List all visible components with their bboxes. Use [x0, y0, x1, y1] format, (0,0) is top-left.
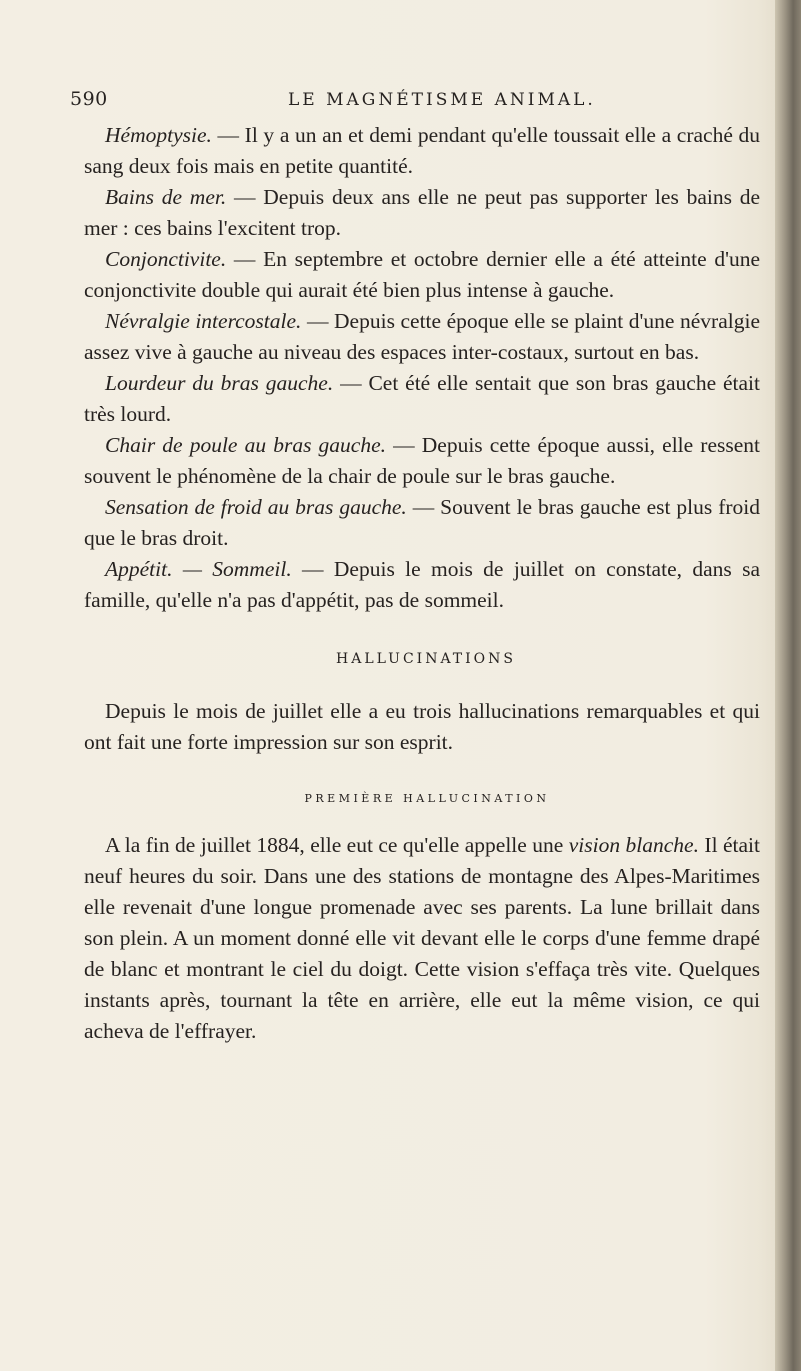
subsection-spacer [84, 805, 760, 830]
subsection-text-after: Il était neuf heures du soir. Dans une des stations de montagne des Alpes-Maritimes elle revenait d'une longue promenade avec ses parents. La lune brillait dans son plein. A un moment donné elle vit devant elle le corps d'une femme drapé de blanc et montrant le ciel du doigt. Cette vision s'effaça très vite. Quelques instants après, tournant la tête en arrière, elle eut la même vision, ce qui acheva de l'effrayer. [84, 833, 761, 1043]
paragraph-term: Hémoptysie. [105, 123, 212, 147]
running-title: LE MAGNÉTISME ANIMAL. [288, 90, 596, 110]
paragraph-sensation-froid [84, 492, 760, 554]
paragraph-conjonctivite [84, 244, 760, 306]
paragraph-separator: — [386, 433, 422, 457]
paragraph-appetit-sommeil [84, 554, 760, 616]
paragraph-text: Souvent le bras gauche est plus froid que le bras droit. [84, 495, 760, 550]
section-title: HALLUCINATIONS [336, 651, 516, 667]
subsection-paragraph [84, 830, 760, 1047]
paragraph-separator: — [406, 495, 441, 519]
paragraph-text: Depuis cette époque aussi, elle ressent souvent le phénomène de la chair de poule sur le bras gauche. [84, 433, 761, 488]
paragraph-text: Cet été elle sentait que son bras gauche était très lourd. [84, 371, 760, 426]
paragraph-nevralgie [84, 306, 760, 368]
paragraph-lourdeur [84, 368, 760, 430]
paragraph-term: Lourdeur du bras gauche. [105, 371, 334, 395]
paragraph-chair-de-poule [84, 430, 760, 492]
paragraph-separator: — [333, 371, 369, 395]
paragraph-separator: — [226, 247, 264, 271]
section-intro: Depuis le mois de juillet elle a eu trois hallucinations remarquables et qui ont fait une forte impression sur son esprit. [84, 699, 760, 754]
subsection-title: PREMIÈRE HALLUCINATION [304, 792, 550, 805]
paragraph-term: Névralgie intercostale. [105, 309, 302, 333]
subsection-spacer [84, 758, 760, 792]
body-text [84, 120, 760, 1047]
paragraph-term: Chair de poule au bras gauche. [105, 433, 387, 457]
paragraph-separator: — [291, 557, 334, 581]
paragraph-hemoptysie [84, 120, 760, 182]
page-edge-shadow [775, 0, 801, 1371]
paragraph-text: Il y a un an et demi pendant qu'elle toussait elle a craché du sang deux fois mais en petite quantité. [84, 123, 760, 178]
paragraph-bains-de-mer [84, 182, 760, 244]
section-spacer [84, 616, 760, 651]
paragraph-text: En septembre et octobre dernier elle a été atteinte d'une conjonctivite double qui aurait été bien plus intense à gauche. [84, 247, 761, 302]
paragraph-term: Sensation de froid au bras gauche. [105, 495, 407, 519]
paragraph-text: Depuis deux ans elle ne peut pas supporter les bains de mer : ces bains l'excitent trop. [84, 185, 761, 240]
paragraph-term: Appétit. — Sommeil. [105, 557, 292, 581]
subsection-text-before: A la fin de juillet 1884, elle eut ce qu'elle appelle une [105, 833, 569, 857]
page-header [70, 88, 770, 118]
paragraph-term: Bains de mer. [105, 185, 227, 209]
paragraph-separator: — [301, 309, 335, 333]
paragraph-text: Depuis cette époque elle se plaint d'une névralgie assez vive à gauche au niveau des espaces inter-costaux, surtout en bas. [84, 309, 760, 364]
paragraph-term: Conjonctivite. [105, 247, 227, 271]
paragraph-separator: — [226, 185, 264, 209]
subsection-emphasis: vision blanche. [568, 833, 699, 857]
section-spacer [84, 667, 760, 696]
paragraph-separator: — [211, 123, 245, 147]
page-number: 590 [70, 88, 108, 110]
paragraph-text: Depuis le mois de juillet on constate, dans sa famille, qu'elle n'a pas d'appétit, pas de sommeil. [84, 557, 761, 612]
